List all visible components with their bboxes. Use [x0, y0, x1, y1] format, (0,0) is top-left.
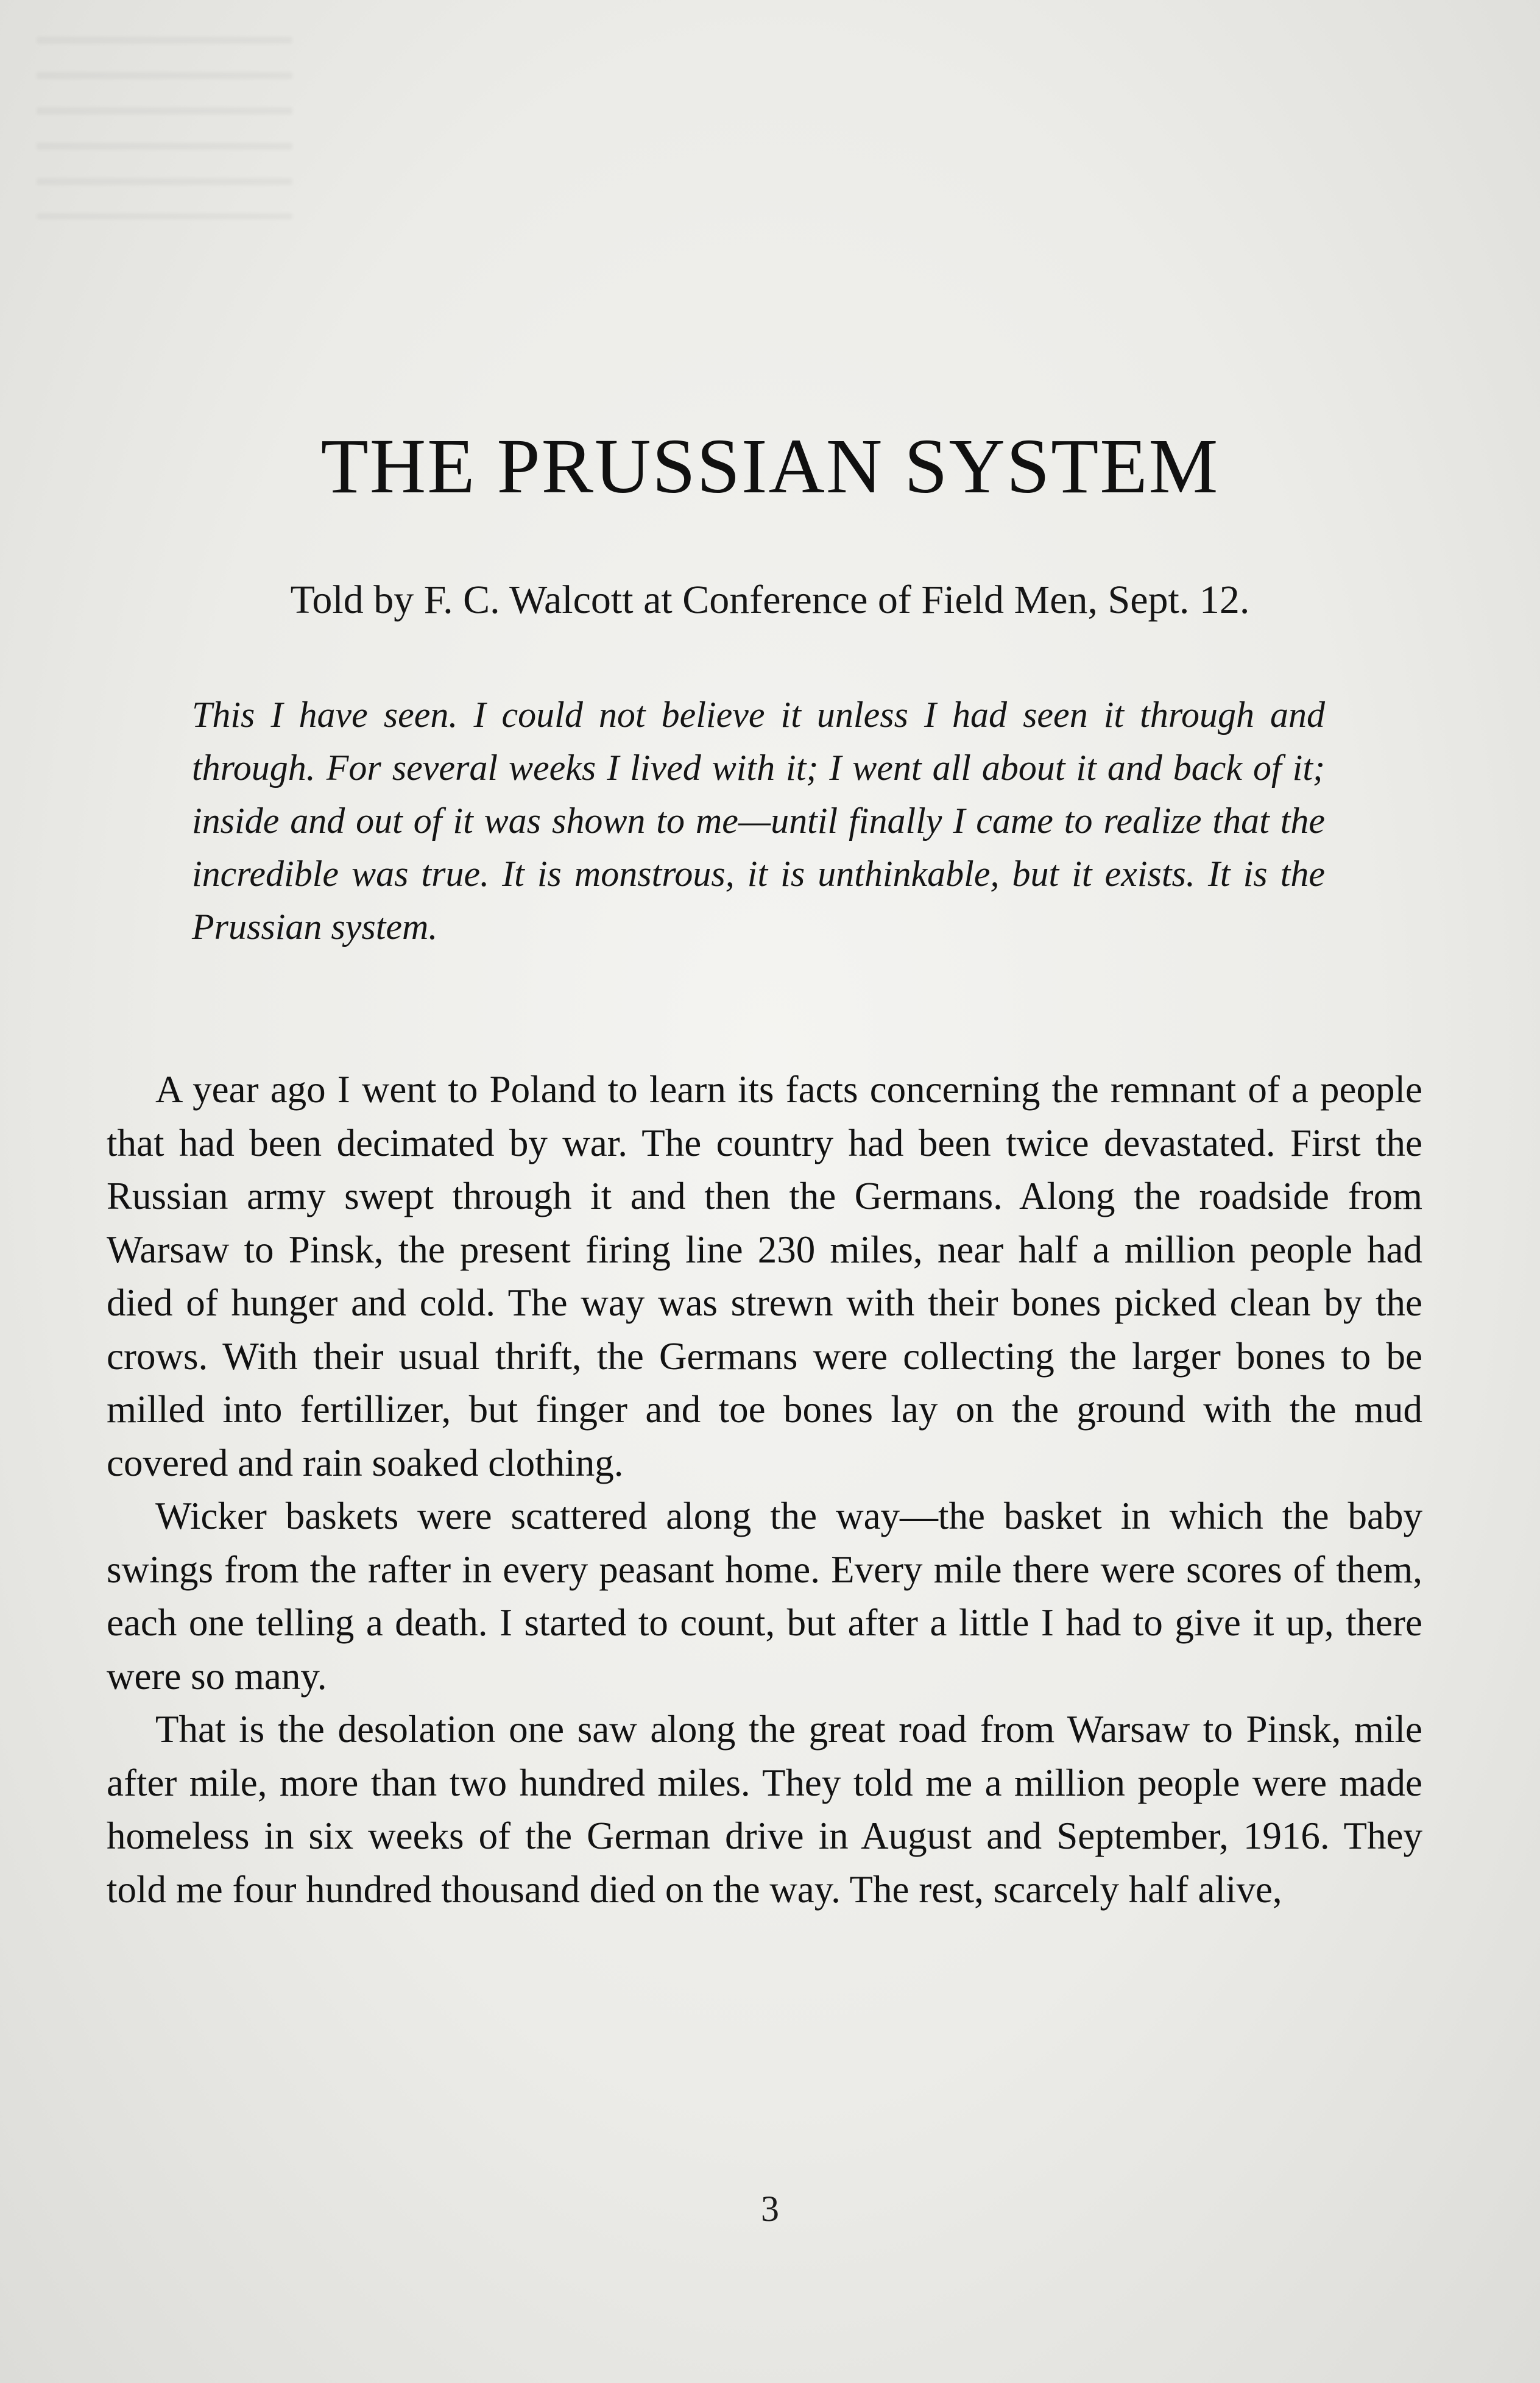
epigraph: This I have seen. I could not believe it unless I had seen it through and through. For several weeks I lived with it; I went all about it and back of it; inside and out of it was shown to me—until finally I came to realize that the incredible was true. It is monstrous, it is unthinkable, but it exists. It is the Prussian system.	[192, 695, 1325, 947]
paragraph: A year ago I went to Poland to learn its facts concerning the remnant of a people that had been decimated by war. The country had been twice devastated. First the Russian army swept through it and then the Germans. Along the roadside from Warsaw to Pinsk, the present firing line 230 miles, near half a million people had died of hunger and cold. The way was strewn with their bones picked clean by the crows. With their usual thrift, the Germans were collecting the larger bones to be milled into fertillizer, but finger and toe bones lay on the ground with the mud covered and rain soaked clothing.	[107, 1068, 1422, 1484]
byline: Told by F. C. Walcott at Conference of Field Men, Sept. 12.	[290, 578, 1250, 622]
page-title: THE PRUSSIAN SYSTEM	[320, 423, 1220, 509]
show-through-from-reverse	[37, 37, 292, 219]
page-number: 3	[761, 2189, 779, 2229]
body-text	[107, 1063, 1422, 1916]
paragraph: Wicker baskets were scattered along the way—the basket in which the baby swings from the rafter in every peasant home. Every mile there were scores of them, each one telling a death. I started to count, but after a little I had to give it up, there were so many.	[107, 1495, 1422, 1698]
paragraph: That is the desolation one saw along the great road from Warsaw to Pinsk, mile after mile, more than two hundred miles. They told me a million people were made homeless in six weeks of the German drive in August and September, 1916. They told me four hundred thousand died on the way. The rest, scarcely half alive,	[107, 1708, 1422, 1911]
